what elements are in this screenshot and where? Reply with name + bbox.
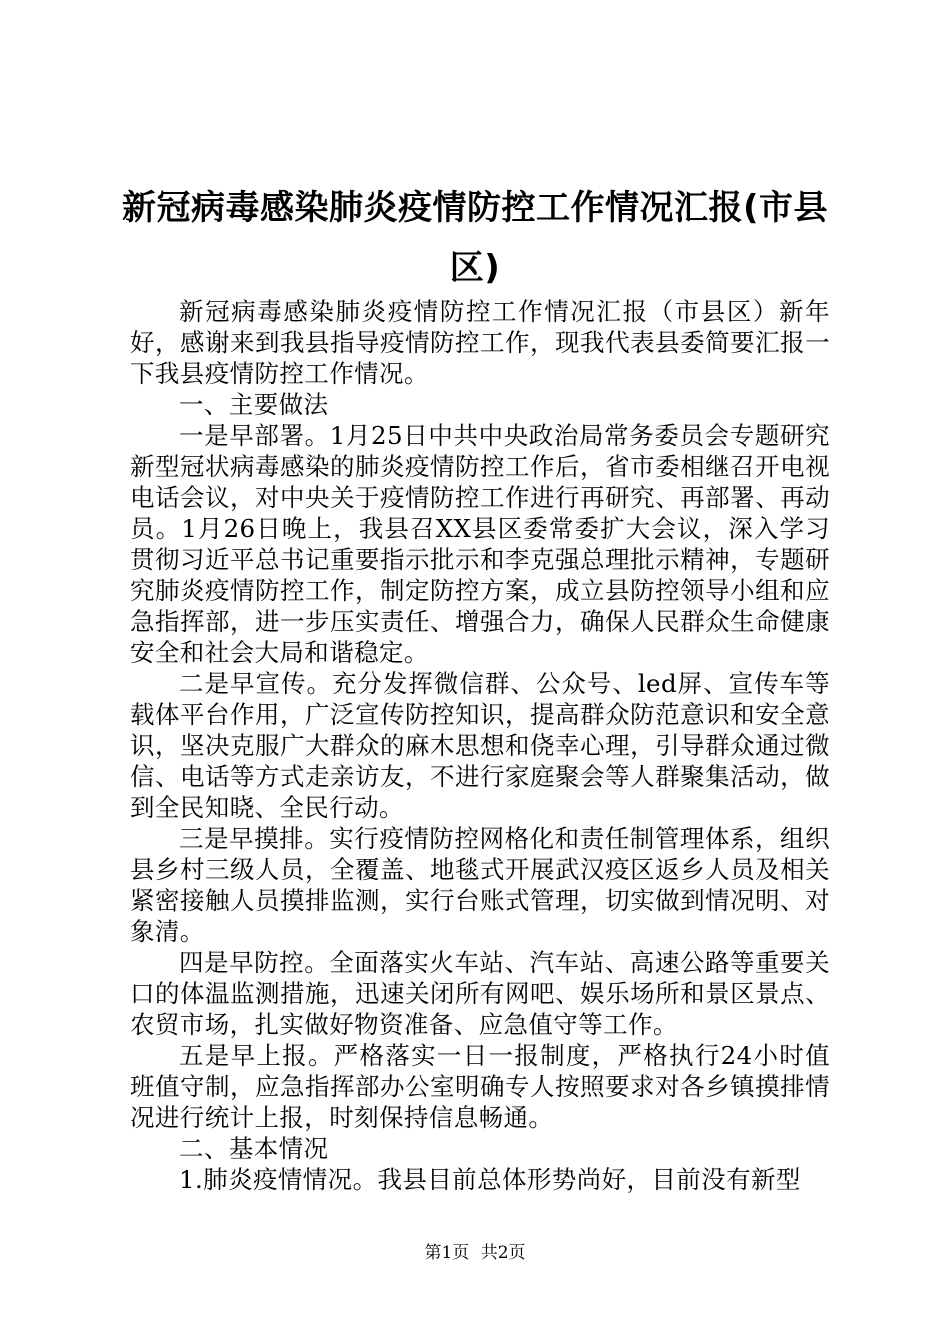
section-heading-basic-situation: 二、基本情况	[179, 1134, 329, 1163]
paragraph-early-deployment: 一是早部署。1月25日中共中央政治局常务委员会专题研究新型冠状病毒感染的肺炎疫情防控工作后，省市委相继召开电视电话会议，对中央关于疫情防控工作进行再研究、再部署、再动员。1月26日晚上，我县召XX县区委常委扩大会议，深入学习贯彻习近平总书记重要指示批示和李克强总理批示精神，专题研究肺炎疫情防控工作，制定防控方案，成立县防控领导小组和应急指挥部，进一步压实责任、增强合力，确保人民群众生命健康安全和社会大局和谐稳定。	[130, 421, 830, 667]
page-footer	[0, 1243, 950, 1263]
paragraph-early-reporting: 五是早上报。严格落实一日一报制度，严格执行24小时值班值守制，应急指挥部办公室明确专人按照要求对各乡镇摸排情况进行统计上报，时刻保持信息畅通。	[130, 1041, 830, 1132]
paragraph-epidemic-situation: 1.肺炎疫情情况。我县目前总体形势尚好，目前没有新型	[179, 1165, 801, 1194]
page-total: 共2页	[480, 1243, 526, 1263]
paragraph-early-publicity: 二是早宣传。充分发挥微信群、公众号、led屏、宣传车等载体平台作用，广泛宣传防控知识，提高群众防范意识和安全意识，坚决克服广大群众的麻木思想和侥幸心理，引导群众通过微信、电话等方式走亲访友，不进行家庭聚会等人群聚集活动，做到全民知晓、全民行动。	[130, 669, 830, 822]
page-number: 第1页	[424, 1243, 470, 1263]
document-title: 新冠病毒感染肺炎疫情防控工作情况汇报(市县区)	[121, 188, 829, 288]
section-heading-main-measures: 一、主要做法	[179, 390, 329, 419]
intro-paragraph: 新冠病毒感染肺炎疫情防控工作情况汇报（市县区）新年好，感谢来到我县指导疫情防控工作，现我代表县委简要汇报一下我县疫情防控工作情况。	[130, 297, 830, 388]
paragraph-early-screening: 三是早摸排。实行疫情防控网格化和责任制管理体系，组织县乡村三级人员，全覆盖、地毯式开展武汉疫区返乡人员及相关紧密接触人员摸排监测，实行台账式管理，切实做到情况明、对象清。	[130, 824, 830, 946]
paragraph-early-prevention: 四是早防控。全面落实火车站、汽车站、高速公路等重要关口的体温监测措施，迅速关闭所有网吧、娱乐场所和景区景点、农贸市场，扎实做好物资准备、应急值守等工作。	[130, 948, 830, 1039]
document-body	[130, 296, 830, 1195]
